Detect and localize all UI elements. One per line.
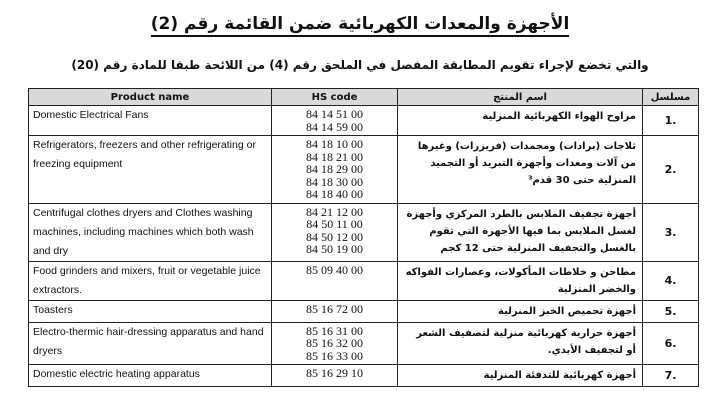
hs-code: 84 50 11 00 <box>306 217 363 231</box>
hs-code: 84 14 59 00 <box>306 119 363 134</box>
hs-code: 84 14 51 00 <box>306 107 363 121</box>
serial-number: .1 <box>643 106 699 136</box>
products-table <box>28 88 699 387</box>
hs-code: 84 18 40 00 <box>306 187 363 201</box>
product-name-en: Domestic Electrical Fans <box>29 106 272 136</box>
hs-code: 84 50 19 00 <box>306 242 363 256</box>
hs-code-cell <box>272 261 398 300</box>
header-serial: مسلسل <box>643 89 699 106</box>
product-name-ar: أجهزة تجفيف الملابس بالطرد المركزي وأجهزة لغسل الملابس بما فيها الأجهزة التي تقوم بالغسل والتجفيف المنزلية حتى 12 كجم <box>398 203 643 261</box>
hs-code-cell <box>272 106 398 136</box>
product-name-ar: مراوح الهواء الكهربائية المنزلية <box>398 106 643 136</box>
product-name-en: Domestic electric heating apparatus <box>29 365 272 387</box>
document-subtitle: والتي تخضع لإجراء تقويم المطابقة المفصل في الملحق رقم (4) من اللائحة طبقا للمادة رقم (20) <box>71 58 649 72</box>
product-name-en: Toasters <box>29 300 272 322</box>
product-name-en: Food grinders and mixers, fruit or vegetable juice extractors. <box>29 261 272 300</box>
table-row <box>29 322 699 365</box>
product-name-ar: أجهزة حرارية كهربائية منزلية لتصفيف الشعر أو لتجفيف الأيدي. <box>398 322 643 365</box>
hs-code-cell <box>272 203 398 261</box>
hs-code: 84 18 10 00 <box>306 137 363 151</box>
header-arabic-name: اسم المنتج <box>398 89 643 106</box>
hs-code: 85 09 40 00 <box>306 262 363 277</box>
hs-code: 84 18 30 00 <box>306 174 363 189</box>
hs-code-cell <box>272 300 398 322</box>
serial-number: .6 <box>643 322 699 365</box>
serial-number: .7 <box>643 365 699 387</box>
hs-code: 84 50 12 00 <box>306 229 363 244</box>
product-name-en: Refrigerators, freezers and other refrigerating or freezing equipment <box>29 136 272 204</box>
product-name-ar: ثلاجات (برادات) ومجمدات (فريزرات) وغيرها من آلات ومعدات وأجهزة التبريد أو التجميد المنزلية حتى 30 قدم³ <box>398 136 643 204</box>
hs-code: 84 21 12 00 <box>306 204 363 219</box>
header-product-name: Product name <box>29 89 272 106</box>
product-name-en: Electro-thermic hair-dressing apparatus and hand dryers <box>29 322 272 365</box>
serial-number: .4 <box>643 261 699 300</box>
hs-code: 85 16 32 00 <box>306 336 363 350</box>
product-name-ar: مطاحن و خلاطات المأكولات، وعصارات الفواكه والخضر المنزلية <box>398 261 643 300</box>
table-row <box>29 365 699 387</box>
hs-code-cell <box>272 136 398 204</box>
hs-code: 85 16 33 00 <box>306 348 363 363</box>
hs-code-cell <box>272 365 398 387</box>
product-name-ar: أجهزة تحميص الخبز المنزلية <box>398 300 643 322</box>
table-header-row <box>29 89 699 106</box>
table-row <box>29 136 699 204</box>
table-row <box>29 203 699 261</box>
header-hs-code: HS code <box>272 89 398 106</box>
serial-number: .5 <box>643 300 699 322</box>
table-row <box>29 300 699 322</box>
hs-code: 85 16 31 00 <box>306 323 363 338</box>
serial-number: .3 <box>643 203 699 261</box>
table-row <box>29 261 699 300</box>
table-row <box>29 106 699 136</box>
document-title: الأجهزة والمعدات الكهربائية ضمن القائمة رقم (2) <box>0 14 720 34</box>
product-name-ar: أجهزة كهربائية للتدفئة المنزلية <box>398 365 643 387</box>
hs-code-cell <box>272 322 398 365</box>
hs-code: 85 16 72 00 <box>306 301 363 316</box>
product-name-en: Centrifugal clothes dryers and Clothes washing machines, including machines which both wash and dry <box>29 203 272 261</box>
hs-code: 84 18 21 00 <box>306 149 363 164</box>
hs-code: 84 18 29 00 <box>306 162 363 176</box>
hs-code: 85 16 29 10 <box>306 366 363 380</box>
serial-number: .2 <box>643 136 699 204</box>
